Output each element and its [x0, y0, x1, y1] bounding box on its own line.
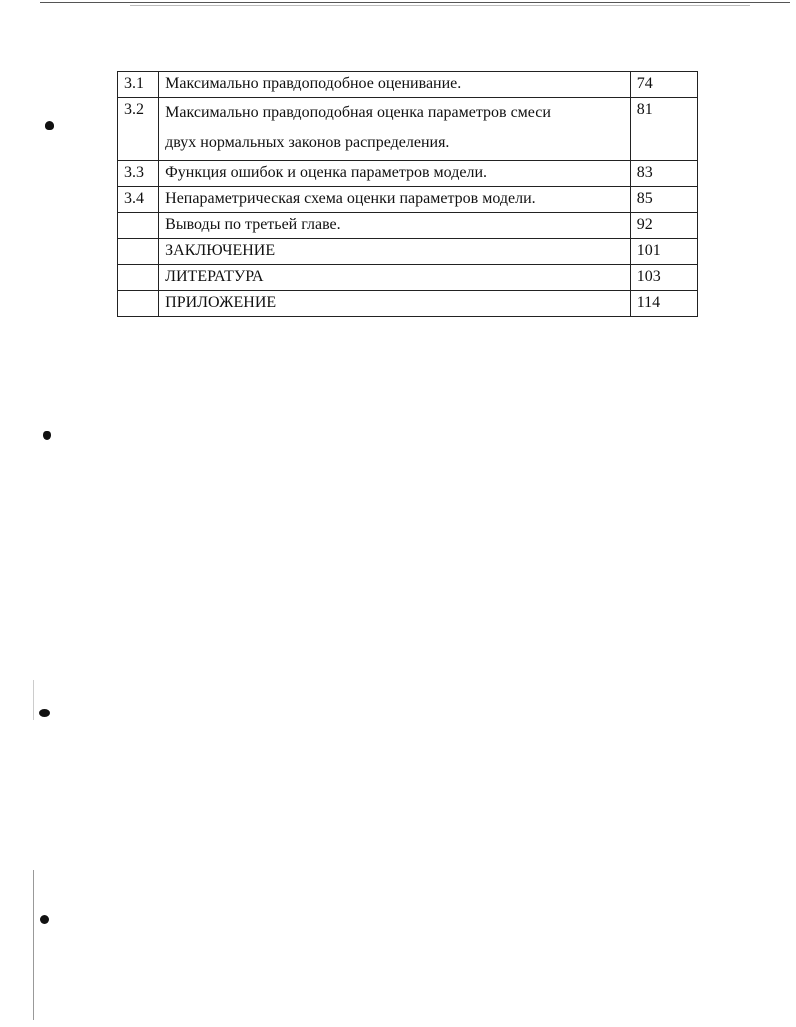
toc-row — [118, 72, 698, 98]
binder-hole-mark-icon — [40, 915, 49, 924]
section-number — [118, 239, 159, 265]
section-title: Выводы по третьей главе. — [159, 213, 631, 239]
page-number: 114 — [630, 291, 697, 317]
page-number: 103 — [630, 265, 697, 291]
page-number: 92 — [630, 213, 697, 239]
top-rule-faint — [130, 5, 750, 6]
section-number — [118, 213, 159, 239]
toc-row — [118, 161, 698, 187]
toc-row — [118, 98, 698, 161]
page-number: 74 — [630, 72, 697, 98]
binder-hole-mark-icon — [39, 709, 50, 717]
toc-row — [118, 239, 698, 265]
page-number: 101 — [630, 239, 697, 265]
toc-row — [118, 291, 698, 317]
binder-hole-mark-icon — [43, 431, 51, 440]
page-number: 85 — [630, 187, 697, 213]
section-title: ПРИЛОЖЕНИЕ — [159, 291, 631, 317]
section-number: 3.1 — [118, 72, 159, 98]
section-title: Максимально правдоподобное оценивание. — [159, 72, 631, 98]
section-number — [118, 265, 159, 291]
section-title-line: двух нормальных законов распределения. — [165, 134, 450, 151]
section-number — [118, 291, 159, 317]
page-number: 83 — [630, 161, 697, 187]
page-number: 81 — [630, 98, 697, 161]
section-title: ЛИТЕРАТУРА — [159, 265, 631, 291]
scan-edge-line — [33, 680, 34, 720]
section-number: 3.3 — [118, 161, 159, 187]
binder-hole-mark-icon — [45, 121, 54, 130]
top-rule — [40, 2, 790, 3]
scan-edge-line — [33, 870, 34, 1020]
section-title: Непараметрическая схема оценки параметров модели. — [159, 187, 631, 213]
section-title: ЗАКЛЮЧЕНИЕ — [159, 239, 631, 265]
section-title-line: Максимально правдоподобная оценка параметров смеси — [165, 104, 551, 121]
table-of-contents — [117, 71, 698, 317]
section-number: 3.2 — [118, 98, 159, 161]
toc-row — [118, 265, 698, 291]
section-title — [159, 98, 631, 161]
toc-row — [118, 187, 698, 213]
section-title: Функция ошибок и оценка параметров модели. — [159, 161, 631, 187]
section-number: 3.4 — [118, 187, 159, 213]
toc-row — [118, 213, 698, 239]
